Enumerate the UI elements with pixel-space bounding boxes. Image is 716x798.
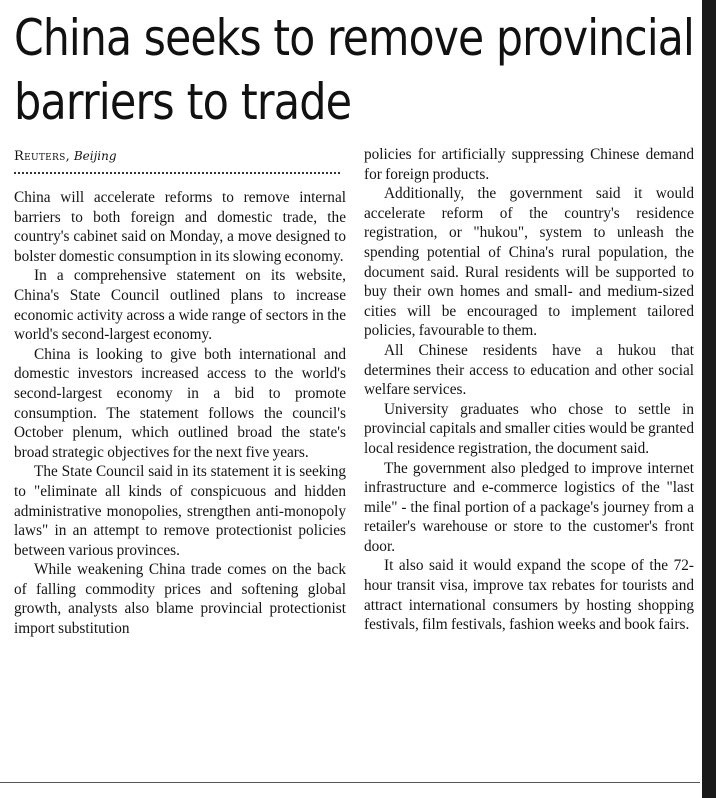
- paragraph: It also said it would expand the scope of the 72-hour transit visa, improve tax rebates for tourists and attract international consumers by hosting shopping festivals, film festivals, fashion weeks and book fairs.: [364, 557, 694, 634]
- headline: [14, 6, 698, 134]
- byline-separator: ,: [65, 149, 74, 164]
- paragraph: Additionally, the government said it would accelerate reform of the country's residence registration, or "hukou", system to unleash the spending potential of China's rural population, the document said. Rural residents will be supported to buy their own homes and small- and medium-sized cities will be encouraged to implement tailored policies, favourable to them.: [364, 185, 694, 340]
- byline-agency: Reuters: [14, 149, 66, 164]
- byline-dotted-rule: [14, 172, 340, 174]
- paragraph: policies for artificially suppressing Chinese demand for foreign products.: [364, 146, 694, 183]
- paragraph: The State Council said in its statement it is seeking to "eliminate all kinds of conspicuous and hidden administrative monopolies, strengthen anti-monopoly laws" in an attempt to remove protectionist policies between various provinces.: [14, 463, 346, 559]
- paragraph: University graduates who chose to settle in provincial capitals and smaller cities would be granted local residence registration, the document said.: [364, 400, 694, 457]
- paragraph: China is looking to give both international and domestic investors increased access to the world's second-largest economy in a bid to promote consumption. The statement follows the council's October plenum, which outlined broad the state's broad strategic objectives for the next five years.: [14, 345, 346, 461]
- byline-dateline: Beijing: [73, 149, 117, 163]
- paragraph: While weakening China trade comes on the back of falling commodity prices and softening global growth, analysts also blame provincial protectionist import substitution: [14, 561, 346, 638]
- paragraph: China will accelerate reforms to remove internal barriers to both foreign and domestic trade, the country's cabinet said on Monday, a move designed to bolster domestic consumption in its slowing economy.: [14, 189, 346, 265]
- page-edge-bar: [702, 0, 716, 798]
- paragraph: The government also pledged to improve internet infrastructure and e-commerce logistics of the "last mile" - the final portion of a package's journey from a retailer's warehouse or store to the customer's front door.: [364, 459, 694, 555]
- article-column-right: [364, 145, 694, 635]
- bottom-rule: [0, 782, 700, 783]
- article-column-left: [14, 188, 346, 639]
- headline-line-2: barriers to trade: [14, 73, 352, 131]
- paragraph: In a comprehensive statement on its website, China's State Council outlined plans to increase economic activity across a wide range of sectors in the world's second-largest economy.: [14, 267, 346, 344]
- paragraph: All Chinese residents have a hukou that determines their access to education and other social welfare services.: [364, 341, 694, 399]
- byline: [14, 148, 117, 165]
- headline-line-1: China seeks to remove provincial: [14, 9, 694, 67]
